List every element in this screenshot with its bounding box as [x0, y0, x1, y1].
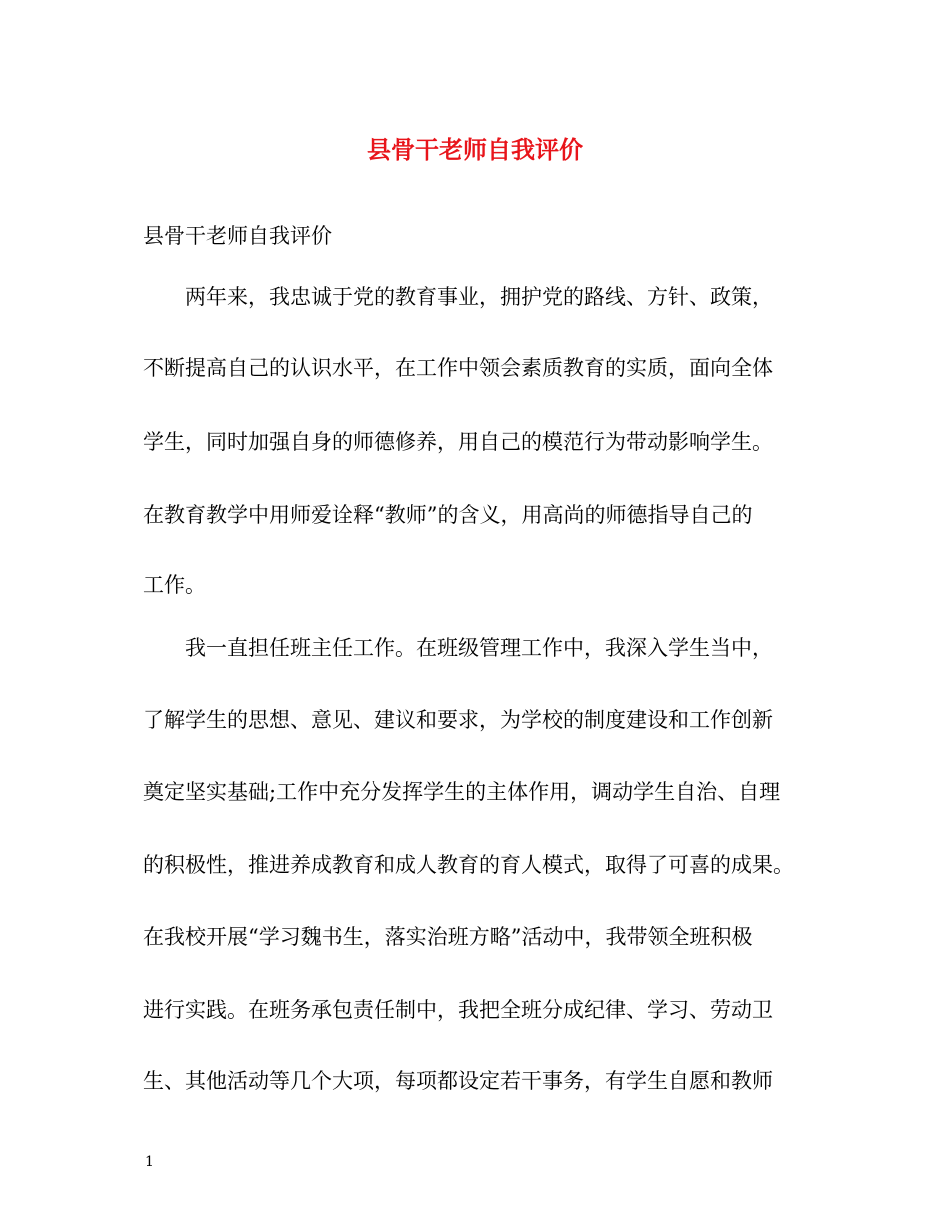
- document-subtitle: 县骨干老师自我评价: [143, 224, 332, 248]
- paragraph-line: 不断提高自己的认识水平，在工作中领会素质教育的实质，面向全体: [143, 356, 773, 380]
- paragraph-line: 进行实践。在班务承包责任制中，我把全班分成纪律、学习、劳动卫: [143, 998, 773, 1022]
- document-title: 县骨干老师自我评价: [367, 135, 583, 164]
- paragraph-line: 学生，同时加强自身的师德修养，用自己的模范行为带动影响学生。: [143, 430, 773, 454]
- paragraph-line: 的积极性，推进养成教育和成人教育的育人模式，取得了可喜的成果。: [143, 853, 794, 877]
- paragraph-line: 在我校开展“学习魏书生，落实治班方略”活动中，我带领全班积极: [143, 925, 753, 949]
- paragraph-line: 奠定坚实基础;工作中充分发挥学生的主体作用，调动学生自治、自理: [143, 780, 781, 804]
- paragraph-line: 工作。: [143, 573, 206, 597]
- paragraph-line: 了解学生的思想、意见、建议和要求，为学校的制度建设和工作创新: [143, 708, 773, 732]
- paragraph-line: 两年来，我忠诚于党的教育事业，拥护党的路线、方针、政策，: [185, 285, 773, 309]
- paragraph-line: 我一直担任班主任工作。在班级管理工作中，我深入学生当中，: [185, 636, 773, 660]
- paragraph-line: 在教育教学中用师爱诠释“教师”的含义，用高尚的师德指导自己的: [143, 503, 753, 527]
- page-number: 1: [145, 1154, 154, 1170]
- paragraph-line: 生、其他活动等几个大项，每项都设定若干事务，有学生自愿和教师: [143, 1069, 773, 1093]
